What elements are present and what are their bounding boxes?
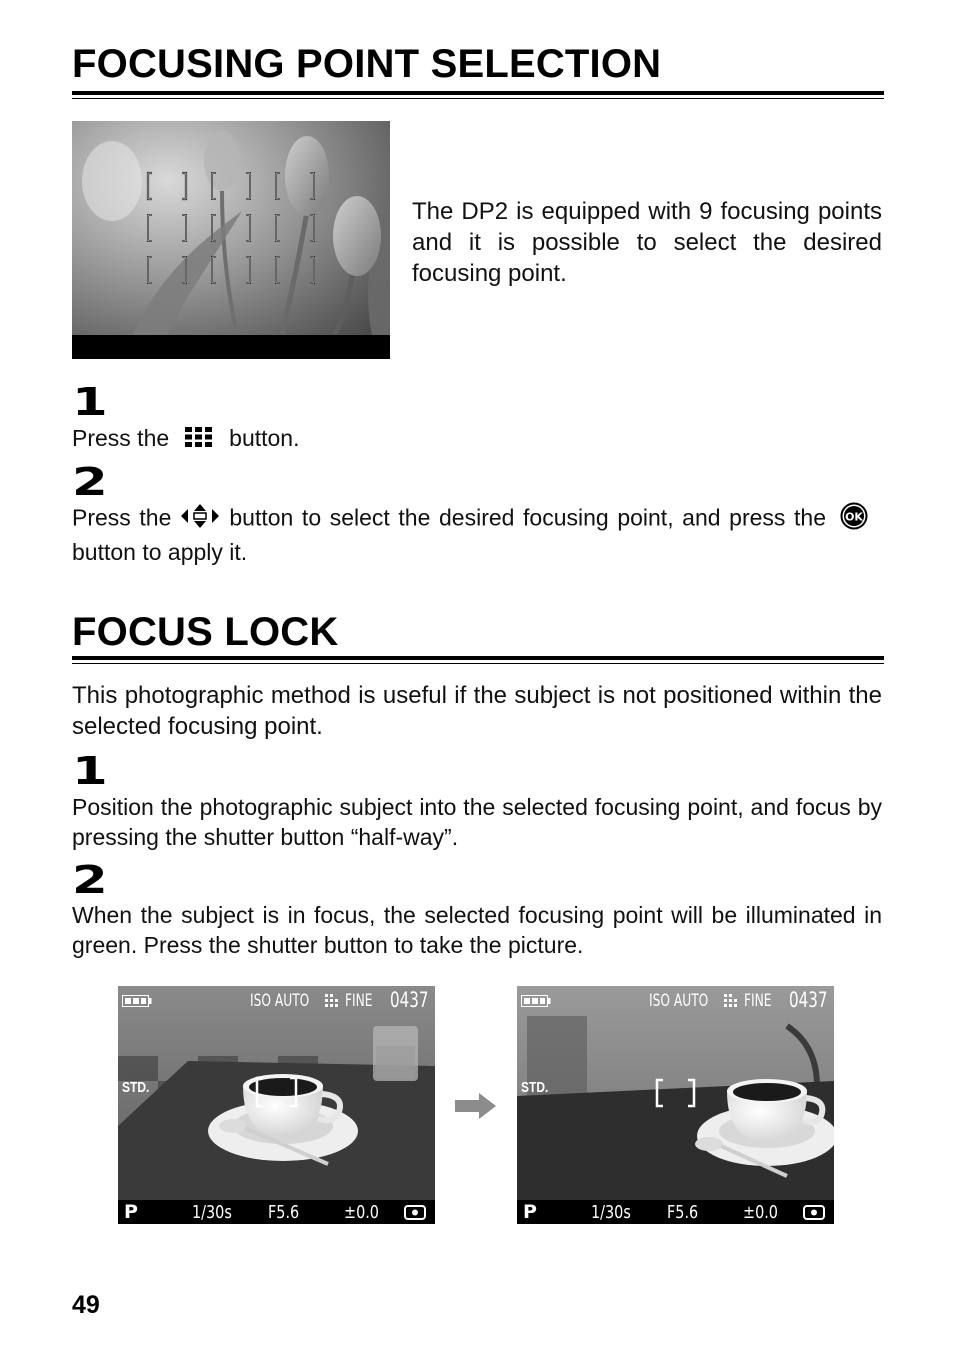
lcd-bottom-bar-2 <box>517 1200 834 1224</box>
iso-label: ISO AUTO <box>250 991 310 1011</box>
title-rule-thick <box>72 91 884 95</box>
section-title-focusing-point-selection: FOCUSING POINT SELECTION <box>72 42 662 86</box>
quality-label: FINE <box>345 991 373 1011</box>
shots-remaining: 0437 <box>390 988 429 1012</box>
shots-remaining: 0437 <box>789 988 828 1012</box>
grid-button-icon <box>185 425 213 455</box>
ok-button-icon <box>840 502 868 537</box>
quality-grid-icon <box>325 994 341 1008</box>
focus-lock-step-1-number: 1 <box>72 749 108 793</box>
aperture-value: F5.6 <box>667 1202 699 1223</box>
color-mode-label: STD. <box>122 1079 150 1096</box>
exposure-compensation: ±0.0 <box>344 1202 379 1223</box>
step-1-number: 1 <box>72 380 108 424</box>
lcd-top-bar-2 <box>517 986 834 1016</box>
title-rule-thin <box>72 98 884 100</box>
section-title-focus-lock: FOCUS LOCK <box>72 610 339 654</box>
coffee-scene-2 <box>517 986 834 1224</box>
title-rule-thick-2 <box>72 656 884 660</box>
lcd-bottom-bar <box>118 1200 435 1224</box>
step-1-text <box>72 423 884 455</box>
iso-label: ISO AUTO <box>649 991 709 1011</box>
exposure-compensation: ±0.0 <box>743 1202 778 1223</box>
page-number: 49 <box>72 1291 100 1319</box>
metering-icon <box>803 1205 825 1220</box>
battery-icon <box>521 995 551 1007</box>
coffee-scene-1 <box>118 986 435 1224</box>
lcd-top-bar <box>118 986 435 1016</box>
tulip-image-art <box>72 121 390 359</box>
quality-label: FINE <box>744 991 772 1011</box>
battery-icon <box>122 995 152 1007</box>
step-2-text-middle: button to select the desired focusing point, and press the <box>229 504 826 531</box>
step-1-text-before: Press the <box>72 425 170 451</box>
exposure-mode: P <box>124 1201 138 1223</box>
svg-text:OK: OK <box>845 510 863 524</box>
arrow-pad-icon <box>181 504 219 535</box>
exposure-mode: P <box>523 1201 537 1223</box>
metering-icon <box>404 1205 426 1220</box>
arrow-right-icon <box>455 1093 497 1119</box>
shutter-speed: 1/30s <box>192 1202 232 1223</box>
title-rule-thin-2 <box>72 663 884 665</box>
shutter-speed: 1/30s <box>591 1202 631 1223</box>
step-2-text <box>72 502 882 567</box>
focus-lock-step-1-text: Position the photographic subject into the selected focusing point, and focus by pressing the shutter button “half-way”. <box>72 794 882 850</box>
lcd-screen-focus <box>118 986 435 1224</box>
color-mode-label: STD. <box>521 1079 549 1096</box>
focus-lock-step-2-number: 2 <box>72 858 108 902</box>
focus-lock-step-2-text: When the subject is in focus, the selected focusing point will be illuminated in green. Press the shutter button to take the picture. <box>72 902 882 958</box>
step-2-text-after: button to apply it. <box>72 539 248 565</box>
step-2-text-before: Press the <box>72 504 172 531</box>
step-2-number: 2 <box>72 460 108 504</box>
quality-grid-icon <box>724 994 740 1008</box>
aperture-value: F5.6 <box>268 1202 300 1223</box>
tulip-photo <box>72 121 390 359</box>
focusing-intro-text: The DP2 is equipped with 9 focusing points and it is possible to select the desired focusing point. <box>412 198 882 287</box>
focus-lock-intro-text: This photographic method is useful if the subject is not positioned within the selected focusing point. <box>72 682 882 740</box>
lcd-screen-recompose <box>517 986 834 1224</box>
step-1-text-after: button. <box>229 425 300 451</box>
